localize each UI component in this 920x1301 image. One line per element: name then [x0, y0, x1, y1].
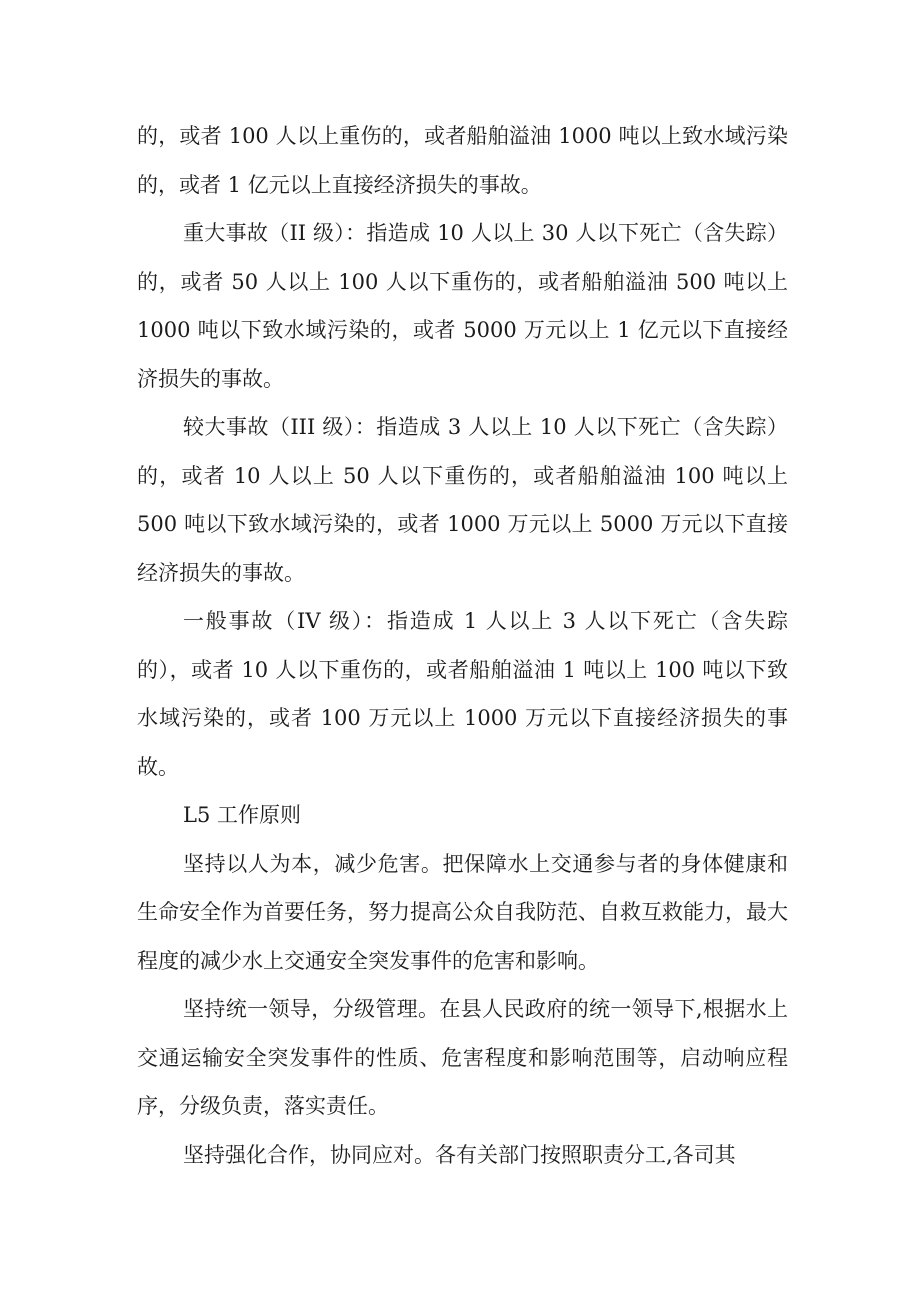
paragraph-unified-leadership: 坚持统一领导，分级管理。在县人民政府的统一领导下,根据水上交通运输安全突发事件的性质、危害程度和影响范围等，启动响应程序，分级负责，落实责任。 [137, 997, 788, 1118]
document-body [137, 112, 788, 1179]
paragraph-larger-accident: 较大事故（III 级）：指造成 3 人以上 10 人以下死亡（含失踪）的，或者 10 人以上 50 人以下重伤的，或者船舶溢油 100 吨以上 500 吨以下致水域污染的，或者 1000 万元以上 5000 万元以下直接经济损失的事故。 [137, 415, 788, 585]
paragraph-cooperation: 坚持强化合作，协同应对。各有关部门按照职责分工,各司其 [183, 1142, 736, 1167]
paragraph-major-accident: 重大事故（II 级）：指造成 10 人以上 30 人以下死亡（含失踪）的，或者 50 人以上 100 人以下重伤的，或者船舶溢油 500 吨以上 1000 吨以下致水域污染的，或者 5000 万元以上 1 亿元以下直接经济损失的事故。 [137, 221, 788, 391]
section-heading-work-principles: L5 工作原则 [183, 803, 301, 827]
paragraph-general-accident: 一般事故（IV 级）：指造成 1 人以上 3 人以下死亡（含失踪的），或者 10 人以下重伤的，或者船舶溢油 1 吨以上 100 吨以下致水域污染的，或者 100 万元以上 1000 万元以下直接经济损失的事故。 [137, 609, 788, 779]
paragraph-people-oriented: 坚持以人为本，减少危害。把保障水上交通参与者的身体健康和生命安全作为首要任务，努力提高公众自我防范、自救互救能力，最大程度的减少水上交通安全突发事件的危害和影响。 [137, 851, 788, 973]
paragraph-continuation: 的，或者 100 人以上重伤的，或者船舶溢油 1000 吨以上致水域污染的，或者 1 亿元以上直接经济损失的事故。 [137, 124, 788, 197]
